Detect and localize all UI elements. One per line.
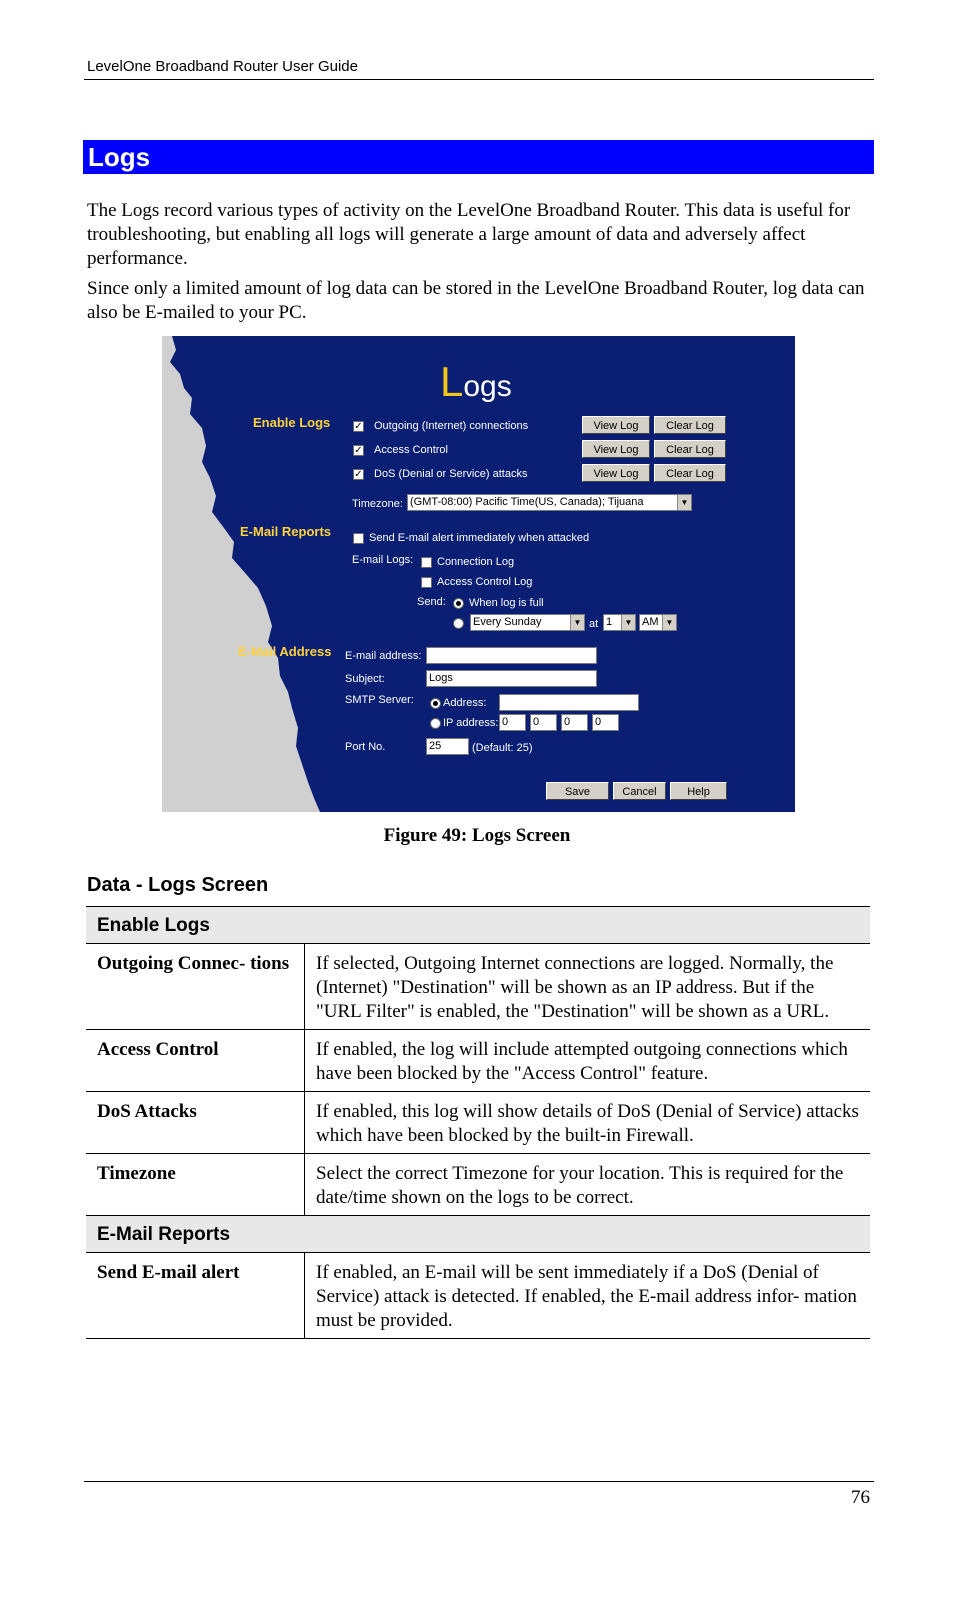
subject-label: Subject: [345,673,385,685]
email-logs-label: E-mail Logs: [352,554,414,566]
clear-log-access-button[interactable]: Clear Log [654,440,726,458]
table-row [86,944,870,1030]
chevron-down-icon: ▼ [621,615,635,630]
figure-caption: Figure 49: Logs Screen [383,825,571,846]
save-button[interactable]: Save [546,782,609,800]
row-description: If enabled, this log will show details of DoS (Denial of Service) attacks which have been blocked by the built-in Firewall. [305,1092,871,1154]
access-control-checkbox[interactable]: ✓ [354,445,363,456]
smtp-ip-radio[interactable] [430,718,441,729]
access-control-label: Access Control [374,444,448,456]
connection-log-label: Connection Log [437,556,515,568]
outgoing-connections-checkbox[interactable]: ✓ [354,421,363,432]
dos-attacks-checkbox[interactable]: ✓ [354,469,363,480]
enable-logs-label: Enable Logs [253,415,331,430]
row-term: Access Control [86,1030,305,1092]
row-term: Send E-mail alert [86,1253,305,1339]
page-number: 76 [851,1487,870,1508]
smtp-address-input[interactable] [499,694,639,711]
access-control-log-label: Access Control Log [437,576,533,588]
email-address-field-label: E-mail address: [345,650,422,662]
group-header-enable-logs: Enable Logs [86,907,870,944]
row-description: Select the correct Timezone for your location. This is required for the date/time shown on the logs to be correct. [305,1154,871,1216]
group-header-email-reports: E-Mail Reports [86,1216,870,1253]
row-description: If enabled, an E-mail will be sent immediately if a DoS (Denial of Service) attack is detected. If enabled, the E-mail address infor- mation must be provided. [305,1253,871,1339]
view-log-access-button[interactable]: View Log [582,440,650,458]
intro-paragraph-2: Since only a limited amount of log data can be stored in the LevelOne Broadband Router, log data can also be E-mailed to your PC. [87,278,865,323]
port-label: Port No. [345,741,386,753]
view-log-outgoing-button[interactable]: View Log [582,416,650,434]
when-full-radio[interactable] [453,598,464,609]
smtp-server-label: SMTP Server: [345,694,414,706]
intro-paragraph-1: The Logs record various types of activity on the LevelOne Broadband Router. This data is useful for troubleshooting, but enabling all logs will generate a large amount of data and adversely affect performance. [87,200,851,269]
access-control-log-checkbox[interactable] [421,577,432,588]
table-row [86,1253,870,1339]
logs-screen-figure [162,336,795,812]
row-description: If selected, Outgoing Internet connections are logged. Normally, the (Internet) "Destination" will be shown as an IP address. But if the "URL Filter" is enabled, the "Destination" will be shown as a URL. [305,944,871,1030]
data-table [86,906,870,1339]
data-heading: Data - Logs Screen [87,874,269,896]
ip-octet-input-4[interactable]: 0 [592,714,619,731]
table-group-row [86,1216,870,1253]
row-term: Outgoing Connec- tions [86,944,305,1030]
when-full-label: When log is full [469,597,544,609]
torn-edge-decoration [162,336,795,812]
clear-log-dos-button[interactable]: Clear Log [654,464,726,482]
section-title: Logs [88,142,151,172]
figure-title: Logs [440,358,512,405]
send-label: Send: [417,596,446,608]
help-button[interactable]: Help [670,782,727,800]
dos-attacks-label: DoS (Denial or Service) attacks [374,468,528,480]
row-term: Timezone [86,1154,305,1216]
subject-input[interactable]: Logs [426,670,597,687]
port-default-label: (Default: 25) [472,742,533,754]
smtp-address-label: Address: [443,697,487,709]
smtp-address-radio[interactable] [430,698,441,709]
outgoing-connections-label: Outgoing (Internet) connections [374,420,529,432]
section-banner [83,140,874,174]
send-alert-label: Send E-mail alert immediately when attacked [369,532,590,544]
day-select[interactable]: Every Sunday ▼ [470,614,585,631]
ampm-select[interactable]: AM ▼ [639,614,677,631]
send-alert-checkbox[interactable] [353,533,364,544]
email-address-input[interactable] [426,647,597,664]
cancel-button[interactable]: Cancel [613,782,666,800]
timezone-select[interactable]: (GMT-08:00) Pacific Time(US, Canada); Tijuana ▼ [407,494,692,511]
port-input[interactable]: 25 [426,738,469,755]
hour-select[interactable]: 1 ▼ [603,614,636,631]
row-description: If enabled, the log will include attempted outgoing connections which have been blocked by the "Access Control" feature. [305,1030,871,1092]
chevron-down-icon: ▼ [570,615,584,630]
chevron-down-icon: ▼ [677,495,691,510]
email-address-label: E-Mail Address [238,644,332,659]
chevron-down-icon: ▼ [662,615,676,630]
footer-rule [84,1481,874,1482]
table-row [86,1154,870,1216]
timezone-label: Timezone: [352,498,403,510]
table-row [86,1092,870,1154]
smtp-ip-label: IP address: [443,717,499,729]
running-header: LevelOne Broadband Router User Guide [87,58,358,75]
table-row [86,1030,870,1092]
at-label: at [589,618,599,630]
email-reports-label: E-Mail Reports [240,524,332,539]
view-log-dos-button[interactable]: View Log [582,464,650,482]
schedule-radio[interactable] [453,618,464,629]
ip-octet-input-2[interactable]: 0 [530,714,557,731]
header-rule [84,79,874,80]
connection-log-checkbox[interactable] [421,557,432,568]
table-group-row [86,907,870,944]
clear-log-outgoing-button[interactable]: Clear Log [654,416,726,434]
ip-octet-input-3[interactable]: 0 [561,714,588,731]
row-term: DoS Attacks [86,1092,305,1154]
ip-octet-input-1[interactable]: 0 [499,714,526,731]
